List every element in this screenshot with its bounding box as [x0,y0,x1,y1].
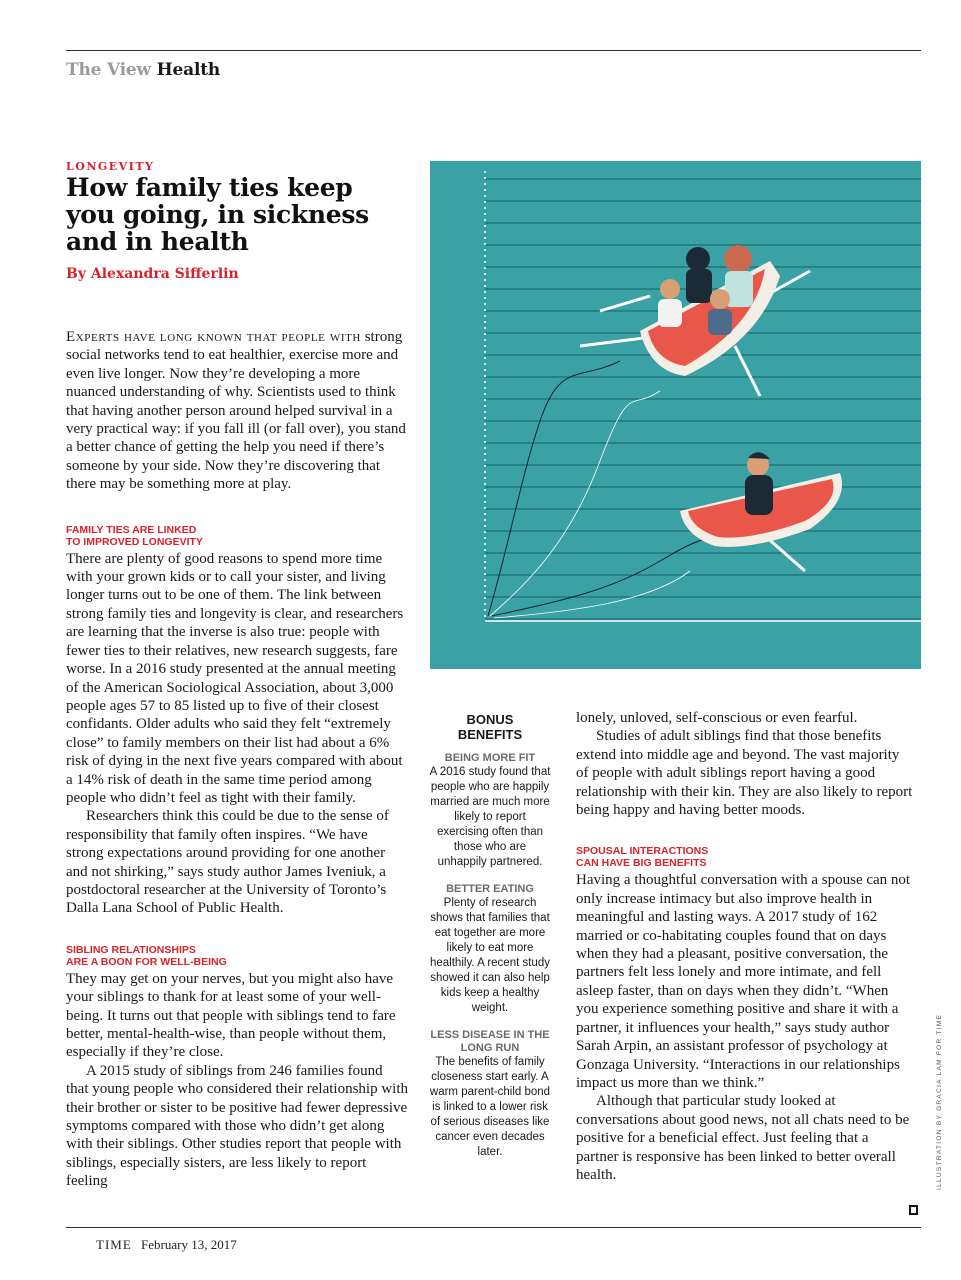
end-of-article-mark [909,1205,918,1215]
bottom-rule [66,1227,921,1228]
rowboat-chart-illustration [430,161,921,669]
sidebar-item-text: Plenty of research shows that families that eat together are more likely to eat more healthily. A recent study showed it can also help kids keep a healthy weight. [430,897,550,1014]
subhead-line: SPOUSAL INTERACTIONS [576,845,709,858]
sidebar-item-heading: BEING MORE FIT [444,752,536,764]
subhead-line: ARE A BOON FOR WELL-BEING [66,955,227,968]
article-byline: By Alexandra Sifferlin [66,266,239,282]
illustration-credit: ILLUSTRATION BY GRACIA LAM FOR TIME [936,1013,943,1190]
paragraph-4-continued: lonely, unloved, self-conscious or even fearful. [576,710,858,726]
magazine-name: TIME [96,1237,132,1252]
paragraph-3: They may get on your nerves, but you might also have your siblings to thank for at least some of your well-being. It turns out that people with siblings tend to fare better, mental-health-wise, than people without them, especially if they’re close. [66,970,396,1061]
section-header [66,60,220,80]
top-rule [66,50,921,51]
section-label: Health [156,60,221,80]
paragraph-4: A 2015 study of siblings from 246 families found that young people who considered their relationship with their brother or sister to be positive had fewer depressive symptoms compared with those who didn’t get along with their siblings. Other studies report that people with siblings, especially sisters, are less likely to report feeling [66,1062,409,1190]
sidebar-item-heading: BETTER EATING [446,883,534,895]
intro-rest: strong social networks tend to eat healthier, exercise more and even live longer. Now they’re developing a more nuanced understanding of why. Scientists used to think that having another person around helped survival in a very practical way: if you fall ill (or fall over), you stand a better chance of getting the help you need if there’s someone by your side. Now they’re discovering that there may be something more at play. [66,329,406,493]
sidebar-item-text: The benefits of family closeness start early. A warm parent-child bond is linked to a lower risk of serious diseases like cancer even decades later. [429,1056,551,1158]
subhead-line: CAN HAVE BIG BENEFITS [576,857,707,870]
subhead-line: SIBLING RELATIONSHIPS [66,943,196,956]
sidebar-title-line: BENEFITS [457,727,523,742]
bonus-benefits-sidebar [428,712,552,1173]
issue-date: February 13, 2017 [141,1237,237,1252]
subhead-line: FAMILY TIES ARE LINKED [66,523,197,536]
sidebar-item-heading: LESS DISEASE IN THE LONG RUN [430,1029,550,1054]
paragraph-1: There are plenty of good reasons to spend more time with your grown kids or to call your sister, and living longer turns out to be one of them. The link between strong family ties and longevity is clear, and researchers are learning that the inverse is also true: people with fewer ties to their relatives, new research suggests, fare worse. In a 2016 study presented at the annual meeting of the American Sociological Association, about 3,000 people ages 57 to 85 listed up to five of their closest confidants. Older adults who said they felt “extremely close” to family members on their list had about a 6% risk of dying in the next five years compared with about a 14% risk of death in the same time period among people who didn’t feel as tight with their family. [66,550,404,806]
article-illustration [430,161,921,669]
department-label: The View [66,60,151,80]
sidebar-title-line: BONUS [466,712,514,727]
right-column [576,709,913,1184]
page-footer [96,1237,237,1253]
article-headline: How family ties keep you going, in sickness and in health [66,173,369,256]
subhead-spousal [576,845,913,869]
paragraph-2: Researchers think this could be due to the sense of responsibility that family often inspires. “We have strong expectations around providing for one another and not shirking,” says study author James Iveniuk, a postdoctoral researcher at the University of Toronto’s Dalla Lana School of Public Health. [66,808,389,917]
paragraph-7: Although that particular study looked at conversations about good news, not all chats need to be positive for a beneficial effect. Just feeling that a partner is responsive has been linked to better overall health. [576,1093,910,1183]
sidebar-title [428,712,552,742]
paragraph-5: Studies of adult siblings find that those benefits extend into middle age and beyond. The vast majority of people with adult siblings report having a good relationship with their kin. They are also likely to report being happy and having better moods. [576,728,913,819]
sidebar-item-text: A 2016 study found that people who are happily married are much more likely to report exercising often than those who are unhappily partnered. [429,766,551,868]
intro-paragraph [66,328,408,494]
intro-lead: Experts have long known that people with [66,329,361,345]
subhead-siblings [66,944,408,968]
paragraph-6: Having a thoughtful conversation with a spouse can not only increase intimacy but also improve health in meaningful and lasting ways. A 2017 study of 162 married or co-habitating couples found that on days when they had a pleasant, positive conversation, the partners felt less lonely and more intimate, and fell asleep faster, than on days when they didn’t. “When you experience something positive and share it with a partner, it influences your health,” says study author Sarah Arpin, an assistant professor of psychology at Gonzaga University. “Interactions in our relationships impact us more than we think.” [576,872,911,1091]
subhead-line: TO IMPROVED LONGEVITY [66,535,203,548]
left-column [66,328,408,1191]
article-kicker: LONGEVITY [66,160,155,173]
subhead-family-ties [66,524,408,548]
